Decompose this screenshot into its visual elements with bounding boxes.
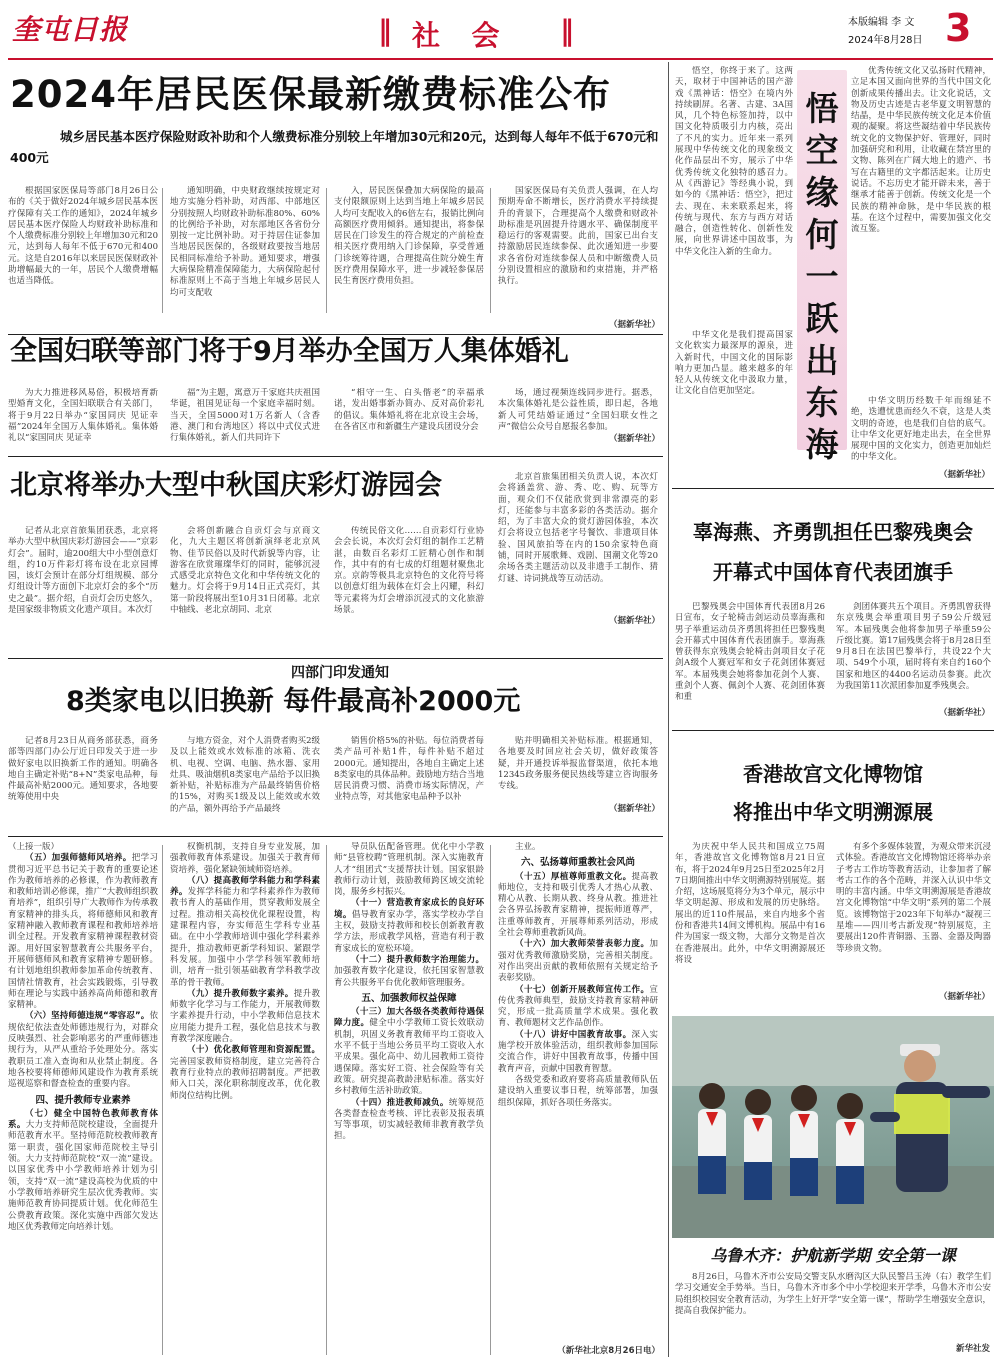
a1-col-2: 通知明确，中央财政继续按规定对地方实施分档补助，对西部、中部地区分别按照人均财政补助标准80%、60%的比例给予补助，对东部地区各省份分别按一定比例补助。对于持居住证参加当地居民医保的，各级财政要按当地居民相同标准给予补助。通知要求，增强大病保险精准保障能力，大病保险起付标准原则上不高于当地上年城乡居民人均可支配收 [170, 186, 320, 298]
masthead [0, 0, 1000, 58]
a3-source: （据新华社） [608, 616, 660, 626]
a5-section-4-heading: 四、提升教师专业素养 [35, 1094, 131, 1106]
a7-col-2: 剑团体赛共五个项目。齐勇凯曾获得东京残奥会举重项目男子59公斤级冠军。本届残奥会他将参加男子举重59公斤级比赛。第17届残奥会将于8月28日至9月8日在法国巴黎举行，共设22个大项、549个小项，届时将有来自约160个国家和地区的4400名运动员参赛。此次为我国第11次派团参加夏季残奥会。 [836, 602, 991, 692]
photo-caption: 8月26日，乌鲁木齐市公安局交警支队水磨沟区大队民警吕玉涛（右）教学生们学习交通安全手势举。当日，乌鲁木齐市多个中小学校迎来开学季，乌鲁木齐市公安局组织校园安全教育活动，为学生上好开学“安全第一课”，帮助学生增强安全意识，提高自我保护能力。 [675, 1272, 991, 1316]
section-title: 社 会 [412, 19, 504, 48]
a2-col-3: “相守一生、白头偕老”的幸福承诺，发出婚事新办简办、反对高价彩礼的倡议。集体婚礼将在北京设主会场，在各省区市和新疆生产建设兵团设分会 [334, 388, 484, 432]
a1-col-4: 国家医保局有关负责人强调，在人均预期寿命不断增长，医疗消费水平持续提升的背景下，合理提高个人缴费和财政补助标准是巩固提升待遇水平、确保制度平稳运行的客观需要。此前，国家已出台支持激励居民连续参保、此次通知进一步要求各省份对连续参保人员和中断缴费人员分别设置相应的激励和约束措施，并严格执行。 [498, 186, 658, 287]
a2-col-4: 场，通过视频连线同步进行。据悉，本次集体婚礼是公益性质，即日起，各地新人可凭结婚证通过“全国妇联女性之声”微信公众号自愿报名参加。 [498, 388, 658, 432]
a8-col-2: 有多个多媒体装置，为观众带来沉浸式体验。香港故宫文化博物馆还将举办亲子考古工作坊等教育活动，让参加者了解考古工作的各个范畴，并深入认识中华文明的丰富内涵。中华文明溯源展是香港故宫文化博物馆“中华文明”系列的第二个展览。该博物馆于2023年下旬举办“凝视三星堆——四川考古新发现”特别展览，主要展出120件青铜器、玉器、金器及陶器等珍贵文物。 [836, 842, 991, 954]
divider [8, 836, 663, 837]
page-editor: 本版编辑 李 文 [848, 17, 915, 28]
a4-col-1: 记者8月23日从商务部获悉，商务部等四部门办公厅近日印发关于进一步做好家电以旧换新工作的通知。明确各地自主确定补贴“8+N”类家电品种，每件最高补贴2000元。通知要求，各地要统筹使用中央 [8, 736, 158, 803]
masthead-rule [8, 58, 993, 60]
a6-col-b: 中华文化是我们提高国家文化软实力最深厚的源泉，进入新时代，中国文化的国际影响力更加凸显。越来越多的年轻人从传统文化中汲取力量，让文化自信更加坚定。 [675, 330, 793, 397]
a8-title-line-1: 香港故宫文化博物馆 [743, 762, 923, 786]
news-photo [672, 1016, 994, 1238]
a5-source: （新华社北京8月26日电） [557, 1346, 660, 1356]
a3-col-2: 会将创新融合自贡灯会与京商文化，九大主题区将创新演绎老北京风物、佳节民俗以及时代新貌等内容，让游客在欣赏璀璨华灯的同时，能够沉浸式感受北京特色文化和中华传统文化的魅力。灯会将于9月14日正式亮灯，其第一阶段将展出至10月31日闭幕。北京中轴线、老北京胡同、北京 [170, 526, 320, 616]
a6-title: 悟空缘何一跃出东海 [805, 89, 839, 464]
a6-col-a: 悟空，你终于来了。这两天，取材于中国神话的国产游戏《黑神话：悟空》在境内外持续刷屏。名著、古建、3A国风，几个特色标签加持，以中国文化特质吸引力内核，亮出了不凡的实力。近年来一系列展现中华传统文化的现象级文化作品层出不穷，展示了中华优秀传统文化独特的感召力。从《西游记》等经典小说，到如今的《黑神话：悟空》，把过去、现在、未来联系起来，将传统与现代、东方与西方对话融合，创造性转化、创新性发展，向世界讲述中国故事，为中华文化注入新的生命力。 [675, 66, 793, 257]
a1-col-1: 根据国家医保局等部门8月26日公布的《关于做好2024年城乡居民基本医疗保障有关工作的通知》，2024年城乡居民基本医疗保险人均财政补助标准和个人缴费标准分别较上年增加30元和20元，达到每人每年不低于670元和400元。这是自2016年以来居民医保财政补助增幅最大的一年，居民个人缴费增幅也适当降低。 [8, 186, 158, 287]
a5-section-6-heading: 六、弘扬尊师重教社会风尚 [520, 857, 635, 869]
page-date: 2024年8月28日 [848, 35, 923, 46]
photo-credit: 新华社发 [955, 1344, 990, 1354]
col-divider [326, 188, 327, 313]
a4-col-2: 与地方资金，对个人消费者购买2级及以上能效或水效标准的冰箱、洗衣机、电视、空调、电脑、热水器、家用灶具、吸油烟机8类家电产品给予以旧换新补贴，补贴标准为产品最终销售价格的15%，对购买1级及以上能效或水效的产品，额外再给予产品最终 [170, 736, 320, 814]
a3-col-1: 记者从北京首旅集团获悉，北京将举办大型中秋国庆彩灯游园会——“京彩灯会”。届时，逾200组大中小型创意灯组，约10万件彩灯将布设在北京园博园，该灯会预计在部分灯组规模、部分灯组设计等方面创下北京灯会的多个“历史之最”。据介绍，自贡灯会历史悠久，是国家级非物质文化遗产项目。本次灯 [8, 526, 158, 616]
a5-col-1: （上接一版） （五）加强师德师风培养。把学习贯彻习近平总书记关于教育的重要论述作为教师培养的必修课，作为教师教育和教师培训必修课，推广“大教师组织教育培养”，组织引导广大教师作为传承教育家精神的排头兵，将师德师风和教育家精神融入教师教育课程和教师培养培训全过程。开发教育家精神课程教材资源。用好国家智慧教育公共服务平台，开展师德师风和教育家精神专题研修。有计划地组织教师参加革命传统教育、国情社情教育，社会实践锻炼，引导教师在理论与实践中涵养高尚师德和教育家精神。 （六）坚持师德违规“零容忍”。依规依纪依法查处师德违规行为，对群众反映强烈、社会影响恶劣的严重师德违规行为，从严从重给予处理处分。落实教职员工准入查询和从业禁止制度。各地各校要将师德师风建设作为教育系统巡视巡察和督查检查的重要内容。 四、提升教师专业素养 （七）健全中国特色教师教育体系。大力支持师范院校建设，全面提升师范教育水平。坚持师范院校教师教育第一职责，强化国家师范院校主导引领。大力支持师范院校“双一流”建设。以国家优秀中小学教师培养计划为引领，支持“双一流”建设高校为优质的中小学教师培养研究生层次优秀教师。实施师范教育协同提质计划。优化师范生公费教育政策。深化实施中西部欠发达地区优秀教师定向培养计划。 [8, 842, 158, 1232]
a3-col-4: 北京首旅集团相关负责人说，本次灯会将涵盖赏、游、秀、吃、购、玩等方面，观众们不仅能欣赏到非常漂亮的彩灯，还能参与丰富多彩的各类活动。据介绍，为了丰富大众的赏灯游园体验，本次灯会将设立包括老字号餐饮、非遗项目体验、国风旅拍等在内的150余家特色商铺，同时开展歌舞、戏剧、国潮文化等20余场各类主题活动以及非遗手工制作、猜灯谜、诗词挑战等互动活动。 [498, 472, 658, 584]
col-divider [162, 188, 163, 313]
section-bar-left: ‖ [378, 14, 392, 47]
a5-col-2: 权衡机制，支持自身专业发展，加强教师教育体系建设。加强关于教育师资培养，强化紧缺领域师资培养。 （八）提高教师学科能力和学科素养。发挥学科能力和学科素养作为教师教书育人的基础作用，贯穿教师发展全过程。推动相关高校优化课程设置，构建课程内容，夯实师范生学科专业基础。在中小学教师培训中强化学科素养提升，推动教师更新学科知识、紧跟学科发展。加强中小学学科领军教师培训，培育一批引领基础教育学科教学改革的骨干教师。 （九）提升教师数字素养。提升教师数字化学习与工作能力，开展教师数字素养提升行动，中小学教师信息技术应用能力提升工程，强化信息技术与教育教学深度融合。 （十）优化教师管理和资源配置。完善国家教师资格制度，建立完善符合教育行业特点的教师招聘制度。严把教师入口关，深化职称制度改革，优化教师岗位结构比例。 [170, 842, 320, 1101]
a1-subtitle: 城乡居民基本医疗保险财政补助和个人缴费标准分别较上年增加30元和20元，达到每人每年不低于670元和400元 [10, 129, 659, 165]
a5-continued: （上接一版） [8, 842, 60, 852]
page-number: 3 [945, 6, 972, 50]
a2-col-2: 福”为主题，寓意万千家庭共庆祖国华诞，祖国见证每一个家庭幸福时刻。当天，全国5000对1万名新人（含香港、澳门和台湾地区）将以中式仪式进行集体婚礼，新人们共同许下 [170, 388, 320, 444]
a3-title: 北京将举办大型中秋国庆彩灯游园会 [10, 470, 442, 501]
photo-banner [672, 1240, 994, 1266]
a4-title: 8类家电以旧换新 每件最高补2000元 [66, 686, 521, 717]
col-divider [326, 845, 327, 1355]
paper-logo: 奎屯日报 [12, 13, 129, 46]
a2-title: 全国妇联等部门将于9月举办全国万人集体婚礼 [10, 336, 569, 367]
a6-col-d: 中华文明历经数千年而绵延不绝，迭遭忧患而经久不衰，这是人类文明的奇迹，也是我们自信的底气。让中华文化更好地走出去，在全世界展现中国的文化实力，创造更加灿烂的中华文化。 [851, 396, 991, 463]
a8-source: （据新华社） [938, 992, 990, 1002]
a6-title-band [797, 70, 847, 464]
a5-section-5-heading: 五、加强教师权益保障 [361, 992, 457, 1004]
a8-title-line-2: 将推出中华文明溯源展 [733, 800, 933, 824]
a7-source: （据新华社） [938, 708, 990, 718]
a6-col-c: 优秀传统文化又弘扬时代精神，立足本国又面向世界的当代中国文化创新成果传播出去。让文化说话，文物及历史古迹是古老华夏文明智慧的结晶，是中华民族传统文化足本价值观的凝聚。将这些凝结着中华民族传统文化的文物保护好、管理好，同时加强研究和利用，让收藏在禁宫里的文物、陈列在广阔大地上的遗产、书写在古籍里的文字都活起来。让历史说话。不忘历史才能开辟未来，善于继承才能善于创新。传统文化是一个民族的精神命脉，是中华民族的根基。在这个过程中，需要加强文化交流互鉴。 [851, 66, 991, 235]
a5-col-3: 导员队伍配备管理。优化中小学教师“县管校聘”管理机制。深入实施教育人才“组团式”支援帮扶计划。国家银龄教师行动计划，鼓励教师跨区域交流轮岗，服务乡村振兴。 （十一）营造教育家成长的良好环境。倡导教育家办学，落实学校办学自主权，鼓励支持教师和校长创新教育教学方法，形成教学风格，营造有利于教育家成长的宽松环境。 （十二）提升教师数字治理能力。加强教育数字化建设，依托国家智慧教育公共服务平台优化教师管理服务。 五、加强教师权益保障 （十三）加大各级各类教师待遇保障力度。健全中小学教师工资长效联动机制，巩固义务教育教师平均工资收入水平不低于当地公务员平均工资收入水平成果。强化高中、幼儿园教师工资待遇保障。落实好工资、社会保险等有关政策。研究提高教龄津贴标准。落实好乡村教师生活补助政策。 （十四）推进教师减负。统筹规范各类督查检查考核、评比表彰及报表填写等事项，切实减轻教师非教育教学负担。 [334, 842, 484, 1142]
a7-col-1: 巴黎残奥会中国体育代表团8月26日宣布，女子轮椅击剑运动员辜海燕和男子举重运动员齐勇凯将担任巴黎残奥会开幕式中国体育代表团旗手。辜海燕曾获得东京残奥会轮椅击剑项目女子花剑A级个人赛冠军和女子花剑团体赛冠军。本届残奥会她将参加花剑个人赛、重剑个人赛、佩剑个人赛、花剑团体赛和重 [675, 602, 825, 703]
section-title-box [378, 14, 590, 48]
section-bar-right: ‖ [560, 14, 574, 47]
col-divider [490, 188, 491, 313]
photo-banner-text: 乌鲁木齐：护航新学期 安全第一课 [710, 1246, 956, 1265]
a2-col-1: 为大力推进移风易俗，积极培育新型婚育文化，全国妇联联合有关部门，将于9月22日举办“家国同庆 见证幸福”2024年全国万人集体婚礼。集体婚礼以“家国同庆 见证幸 [8, 388, 158, 444]
a4-col-4: 贴并明确相关补贴标准。根据通知，各地要及时回应社会关切，做好政策答疑，并开通投诉举报监督渠道，依托本地12345政务服务便民热线等建立咨询服务专线。 [498, 736, 658, 792]
a8-col-1: 为庆祝中华人民共和国成立75周年，香港故宫文化博物馆8月21日宣布，将于2024年9月25日至2025年2月7日期间推出中华文明溯源特别展览。据介绍，这场展览将分为3个单元，展示中华文明起源、形成和发展的历史脉络。展出的近110件展品，来自内地多个省份和香港共14间文博机构。展品中有16件为国家一级文物，大部分文物是首次在香港展出。此外，中华文明溯源展还将设 [675, 842, 825, 965]
a1-title: 2024年居民医保最新缴费标准公布 [10, 73, 611, 116]
photo-illustration [672, 1016, 994, 1238]
col-divider [490, 845, 491, 1355]
a7-title-line-1: 辜海燕、齐勇凯担任巴黎残奥会 [693, 520, 973, 544]
divider [672, 488, 994, 489]
a7-title-line-2: 开幕式中国体育代表团旗手 [713, 560, 953, 584]
a5-col-4: 主业。 六、弘扬尊师重教社会风尚 （十五）厚植尊师重教文化。提高教师地位，支持和吸引优秀人才热心从教、精心从教、长期从教、终身从教。推进社会各界弘扬教育家精神，提振师道尊严，注重尊师教育，开展尊师系列活动，形成全社会尊师重教新风尚。 （十六）加大教师荣誉表彰力度。加强对优秀教师激励奖励，完善相关制度。对作出突出贡献的教师依照有关规定给予表彰奖励。 （十七）创新开展教师宣传工作。宣传优秀教师典型，鼓励支持教育家精神研究，形成一批高质量学术成果。强化教育、教师题材文艺作品创作。 （十八）讲好中国教育故事。深入实施学校开放体验活动，组织教师参加国际交流合作，讲好中国教育故事，传播中国教育声音，贡献中国教育智慧。 各级党委和政府要将高质量教师队伍建设纳入重要议事日程，统筹部署，加强组织保障，抓好各项任务落实。 [498, 842, 658, 1108]
divider [672, 730, 994, 731]
a1-col-3: 入，居民医保叠加大病保险的最高支付限额原则上达到当地上年城乡居民人均可支配收入的6倍左右，报销比例向高额医疗费用倾斜。通知提出，将参保居民在门诊发生的符合规定的产前检查相关医疗费用纳入门诊保障，享受普通门诊统筹待遇，合理提高住院分娩生育医疗费用保障水平，进一步减轻参保居民生育医疗费用负担。 [334, 186, 484, 287]
divider [8, 658, 663, 659]
a3-col-3: 传统民俗文化……自贡彩灯行业协会会长说，本次灯会灯组的制作工艺精湛，由数百名彩灯工匠精心创作和制作，其中有的有七成的灯组题材聚焦北京。京韵等极具北京特色的文化符号将以创意灯组为载体在灯会上闪耀，科幻等元素将为灯会增添沉浸式的文化旅游场景。 [334, 526, 484, 616]
page-column-separator [668, 62, 669, 1357]
divider [8, 456, 663, 457]
a4-source: （据新华社） [608, 804, 660, 814]
a4-kicker: 四部门印发通知 [291, 665, 389, 681]
a6-source: （据新华社） [938, 470, 990, 480]
a2-source: （据新华社） [608, 434, 660, 444]
col-divider [162, 845, 163, 1355]
a4-col-3: 销售价格5%的补贴。每位消费者每类产品可补贴1件，每件补贴不超过2000元。通知提出，各地自主确定上述8类家电的具体品种。鼓励地方结合当地居民消费习惯、消费市场实际情况，产业特点等，对其他家电品种予以补 [334, 736, 484, 803]
a1-source: （据新华社） [608, 320, 660, 330]
